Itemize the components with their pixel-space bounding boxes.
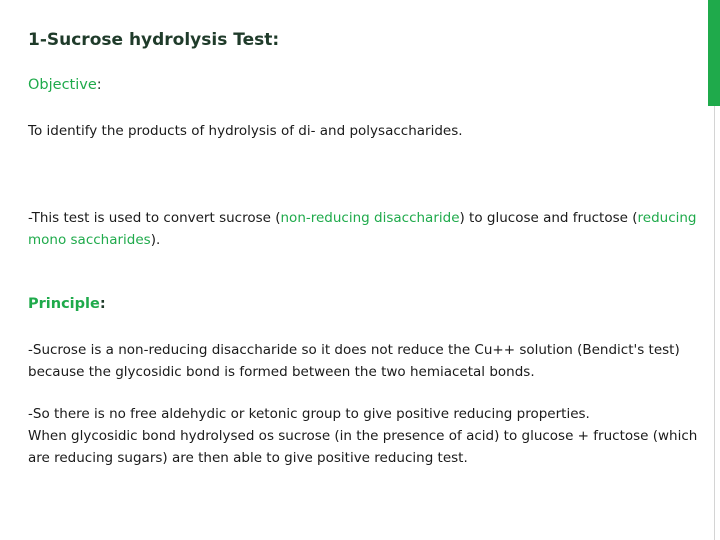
principle-heading-label: Principle [28,296,100,312]
principle-paragraph-2-line-2: When glycosidic bond hydrolysed os sucrose (in the presence of acid) to glucose + fructose (which are reducing sugars) are then able to give positive reducing test. [28,428,698,466]
objective-text: To identify the products of hydrolysis of di- and polysaccharides. [28,123,463,139]
description-paragraph [28,207,700,251]
description-text-3: ). [150,232,161,248]
principle-paragraph-2 [28,403,700,469]
accent-bar [708,0,720,106]
objective-heading-label: Objective [28,77,97,93]
objective-heading-colon: : [96,77,102,93]
principle-paragraph-1: -Sucrose is a non-reducing disaccharide so it does not reduce the Cu++ solution (Bendict's test) because the glycosidic bond is formed between the two hemiacetal bonds. [28,342,680,380]
objective-heading [28,77,102,93]
principle-paragraph-2-line-1: -So there is no free aldehydic or ketonic group to give positive reducing properties. [28,406,590,422]
description-text-1: -This test is used to convert sucrose ( [28,210,281,226]
description-highlight-1: non-reducing disaccharide [280,210,460,226]
accent-divider-line [714,106,715,540]
principle-heading-colon: : [99,296,106,312]
description-highlight-2: reducing mono saccharides [28,210,697,248]
description-text-2: ) to glucose and fructose ( [459,210,638,226]
principle-heading [28,296,106,312]
slide-title: 1-Sucrose hydrolysis Test: [28,30,280,50]
